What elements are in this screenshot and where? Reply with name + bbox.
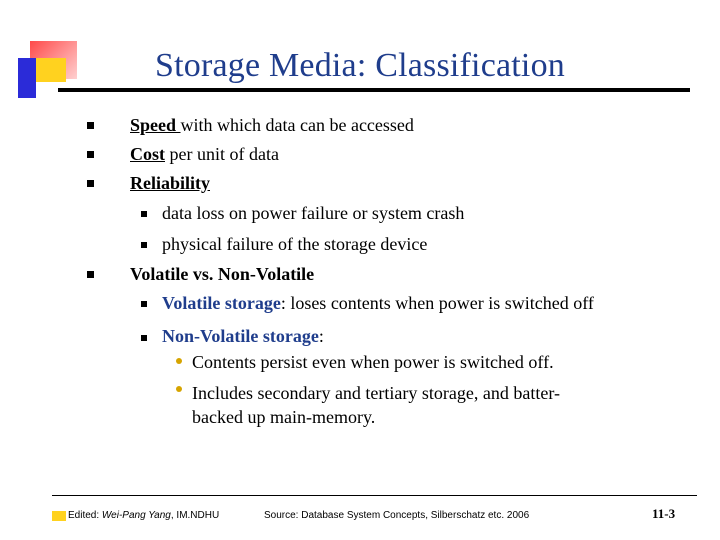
point-secondary-tertiary-cont: backed up main-memory. <box>192 407 376 427</box>
footer-editor: Edited: Wei-Pang Yang, IM.NDHU <box>68 510 220 521</box>
term-cost: Cost <box>130 144 165 164</box>
sub-bullet-physical-failure: physical failure of the storage device <box>162 234 428 254</box>
bullet-square-icon <box>141 242 147 248</box>
bullet-dot-icon <box>176 358 182 364</box>
sub-bullet-volatile-storage: Volatile storage: loses contents when power is switched off <box>162 293 594 313</box>
footer-source: Source: Database System Concepts, Silberschatz etc. 2006 <box>264 510 530 521</box>
bullet-square-icon <box>141 211 147 217</box>
bullet-reliability <box>130 172 210 194</box>
bullet-dot-icon <box>176 386 182 392</box>
footer-rule <box>52 495 697 496</box>
sub-bullet-data-loss: data loss on power failure or system crash <box>162 203 465 223</box>
slide-title: Storage Media: Classification <box>155 47 565 84</box>
term-reliability: Reliability <box>130 173 210 193</box>
page-number: 11-3 <box>652 506 676 521</box>
bullet-square-icon <box>141 301 147 307</box>
point-contents-persist: Contents persist even when power is switched off. <box>192 352 554 372</box>
bullet-square-icon <box>87 122 94 129</box>
bullet-square-icon <box>87 180 94 187</box>
sub-bullet-nonvolatile-storage: Non-Volatile storage: <box>162 326 324 346</box>
bullet-speed: Speed with which data can be accessed <box>130 115 414 135</box>
term-nonvolatile-storage: Non-Volatile storage <box>162 326 319 346</box>
bullet-square-icon <box>141 335 147 341</box>
bullet-square-icon <box>87 271 94 278</box>
bullet-cost: Cost per unit of data <box>130 144 279 164</box>
term-volatile-storage: Volatile storage <box>162 293 281 313</box>
bullet-volatile: Volatile vs. Non-Volatile <box>130 264 315 284</box>
bullet-square-icon <box>87 151 94 158</box>
footer-yellow-box <box>52 511 66 521</box>
term-speed: Speed <box>130 115 181 135</box>
point-secondary-tertiary: Includes secondary and tertiary storage, and batter- <box>192 383 560 403</box>
